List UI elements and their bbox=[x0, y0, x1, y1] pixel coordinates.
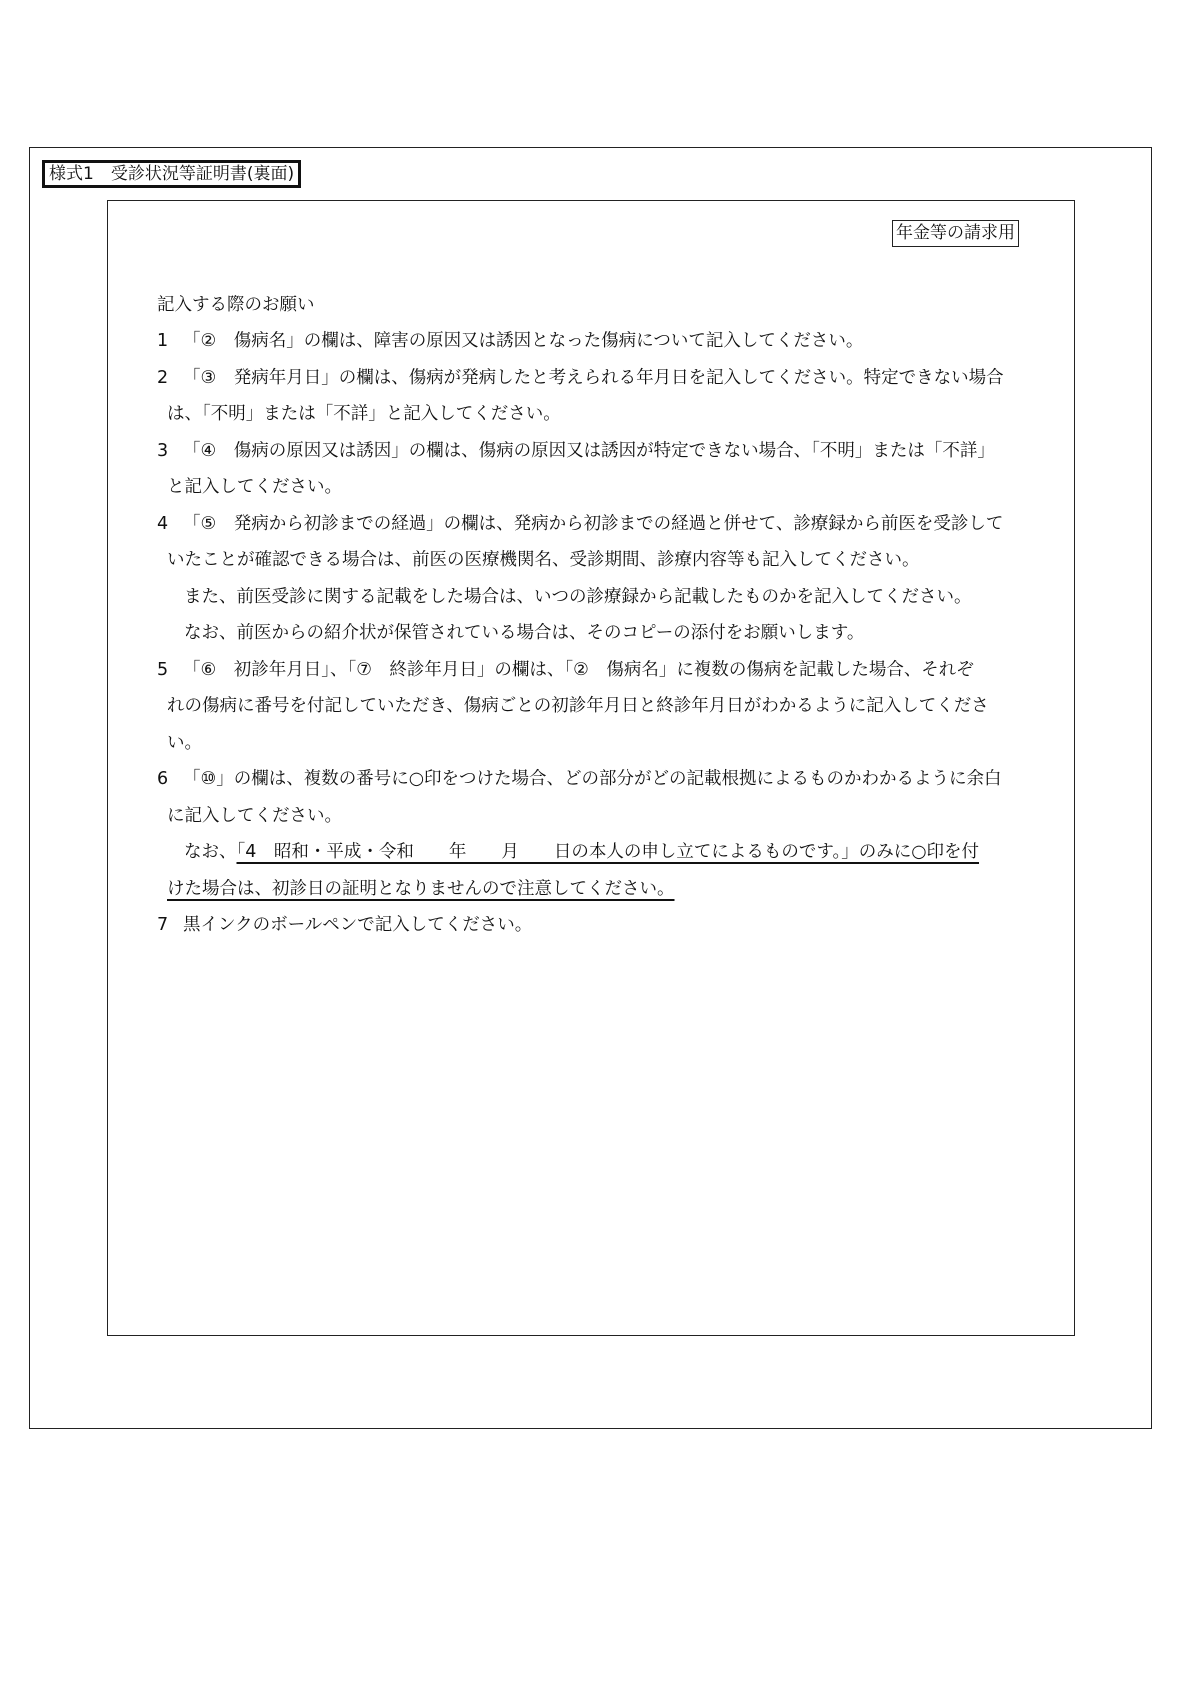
item-5-cont-1: れの傷病に番号を付記していただき、傷病ごとの初診年月日と終診年月日がわかるように記入してくださ bbox=[167, 696, 989, 716]
item-6-note bbox=[184, 834, 979, 870]
item-4-extra-2: なお、前医からの紹介状が保管されている場合は、そのコピーの添付をお願いします。 bbox=[184, 623, 865, 643]
item-1 bbox=[157, 323, 863, 359]
underlined-note-cont: けた場合は、初診日の証明となりませんので注意してください。 bbox=[167, 879, 675, 899]
item-7 bbox=[157, 907, 532, 943]
item-text: 「③ 発病年月日」の欄は、傷病が発病したと考えられる年月日を記入してください。特定できない場合 bbox=[183, 368, 1004, 388]
item-number: 3 bbox=[157, 441, 169, 461]
item-4-extra-1: また、前医受診に関する記載をした場合は、いつの診療録から記載したものかを記入してください。 bbox=[184, 587, 972, 607]
item-number: 1 bbox=[157, 331, 169, 351]
item-4 bbox=[157, 506, 1003, 542]
item-number: 2 bbox=[157, 368, 169, 388]
item-3-cont: と記入してください。 bbox=[167, 477, 342, 497]
item-3 bbox=[157, 433, 995, 469]
item-2-cont: は、「不明」または「不詳」と記入してください。 bbox=[167, 404, 561, 424]
item-6 bbox=[157, 761, 1001, 797]
item-5 bbox=[157, 652, 974, 688]
item-text: 「④ 傷病の原因又は誘因」の欄は、傷病の原因又は誘因が特定できない場合、「不明」または「不詳」 bbox=[183, 441, 995, 461]
item-4-cont: いたことが確認できる場合は、前医の医療機関名、受診期間、診療内容等も記入してください。 bbox=[167, 550, 920, 570]
item-text: 「⑩」の欄は、複数の番号に○印をつけた場合、どの部分がどの記載根拠によるものかわかるように余白 bbox=[183, 769, 1002, 789]
item-text: 「⑥ 初診年月日」、「⑦ 終診年月日」の欄は、「② 傷病名」に複数の傷病を記載した場合、それぞ bbox=[183, 660, 974, 680]
item-number: 6 bbox=[157, 769, 169, 789]
item-number: 5 bbox=[157, 660, 169, 680]
underlined-note: 「4 昭和・平成・令和 年 月 日の本人の申し立てによるものです。」のみに○印を付 bbox=[236, 842, 980, 862]
item-2 bbox=[157, 360, 1004, 396]
item-5-cont-2: い。 bbox=[167, 733, 202, 753]
form-label: 様式1 受診状況等証明書(裏面) bbox=[42, 160, 301, 188]
item-6-cont: に記入してください。 bbox=[167, 806, 342, 826]
item-6-note-cont bbox=[167, 871, 675, 907]
usage-tag: 年金等の請求用 bbox=[892, 220, 1019, 247]
item-text: 黒インクのボールペンで記入してください。 bbox=[183, 915, 533, 935]
item-number: 7 bbox=[157, 915, 169, 935]
item-text: 「② 傷病名」の欄は、障害の原因又は誘因となった傷病について記入してください。 bbox=[183, 331, 864, 351]
instructions-heading: 記入する際のお願い bbox=[157, 295, 315, 315]
note-prefix: なお、 bbox=[184, 842, 237, 862]
item-number: 4 bbox=[157, 514, 169, 534]
item-text: 「⑤ 発病から初診までの経過」の欄は、発病から初診までの経過と併せて、診療録から前医を受診して bbox=[183, 514, 1004, 534]
